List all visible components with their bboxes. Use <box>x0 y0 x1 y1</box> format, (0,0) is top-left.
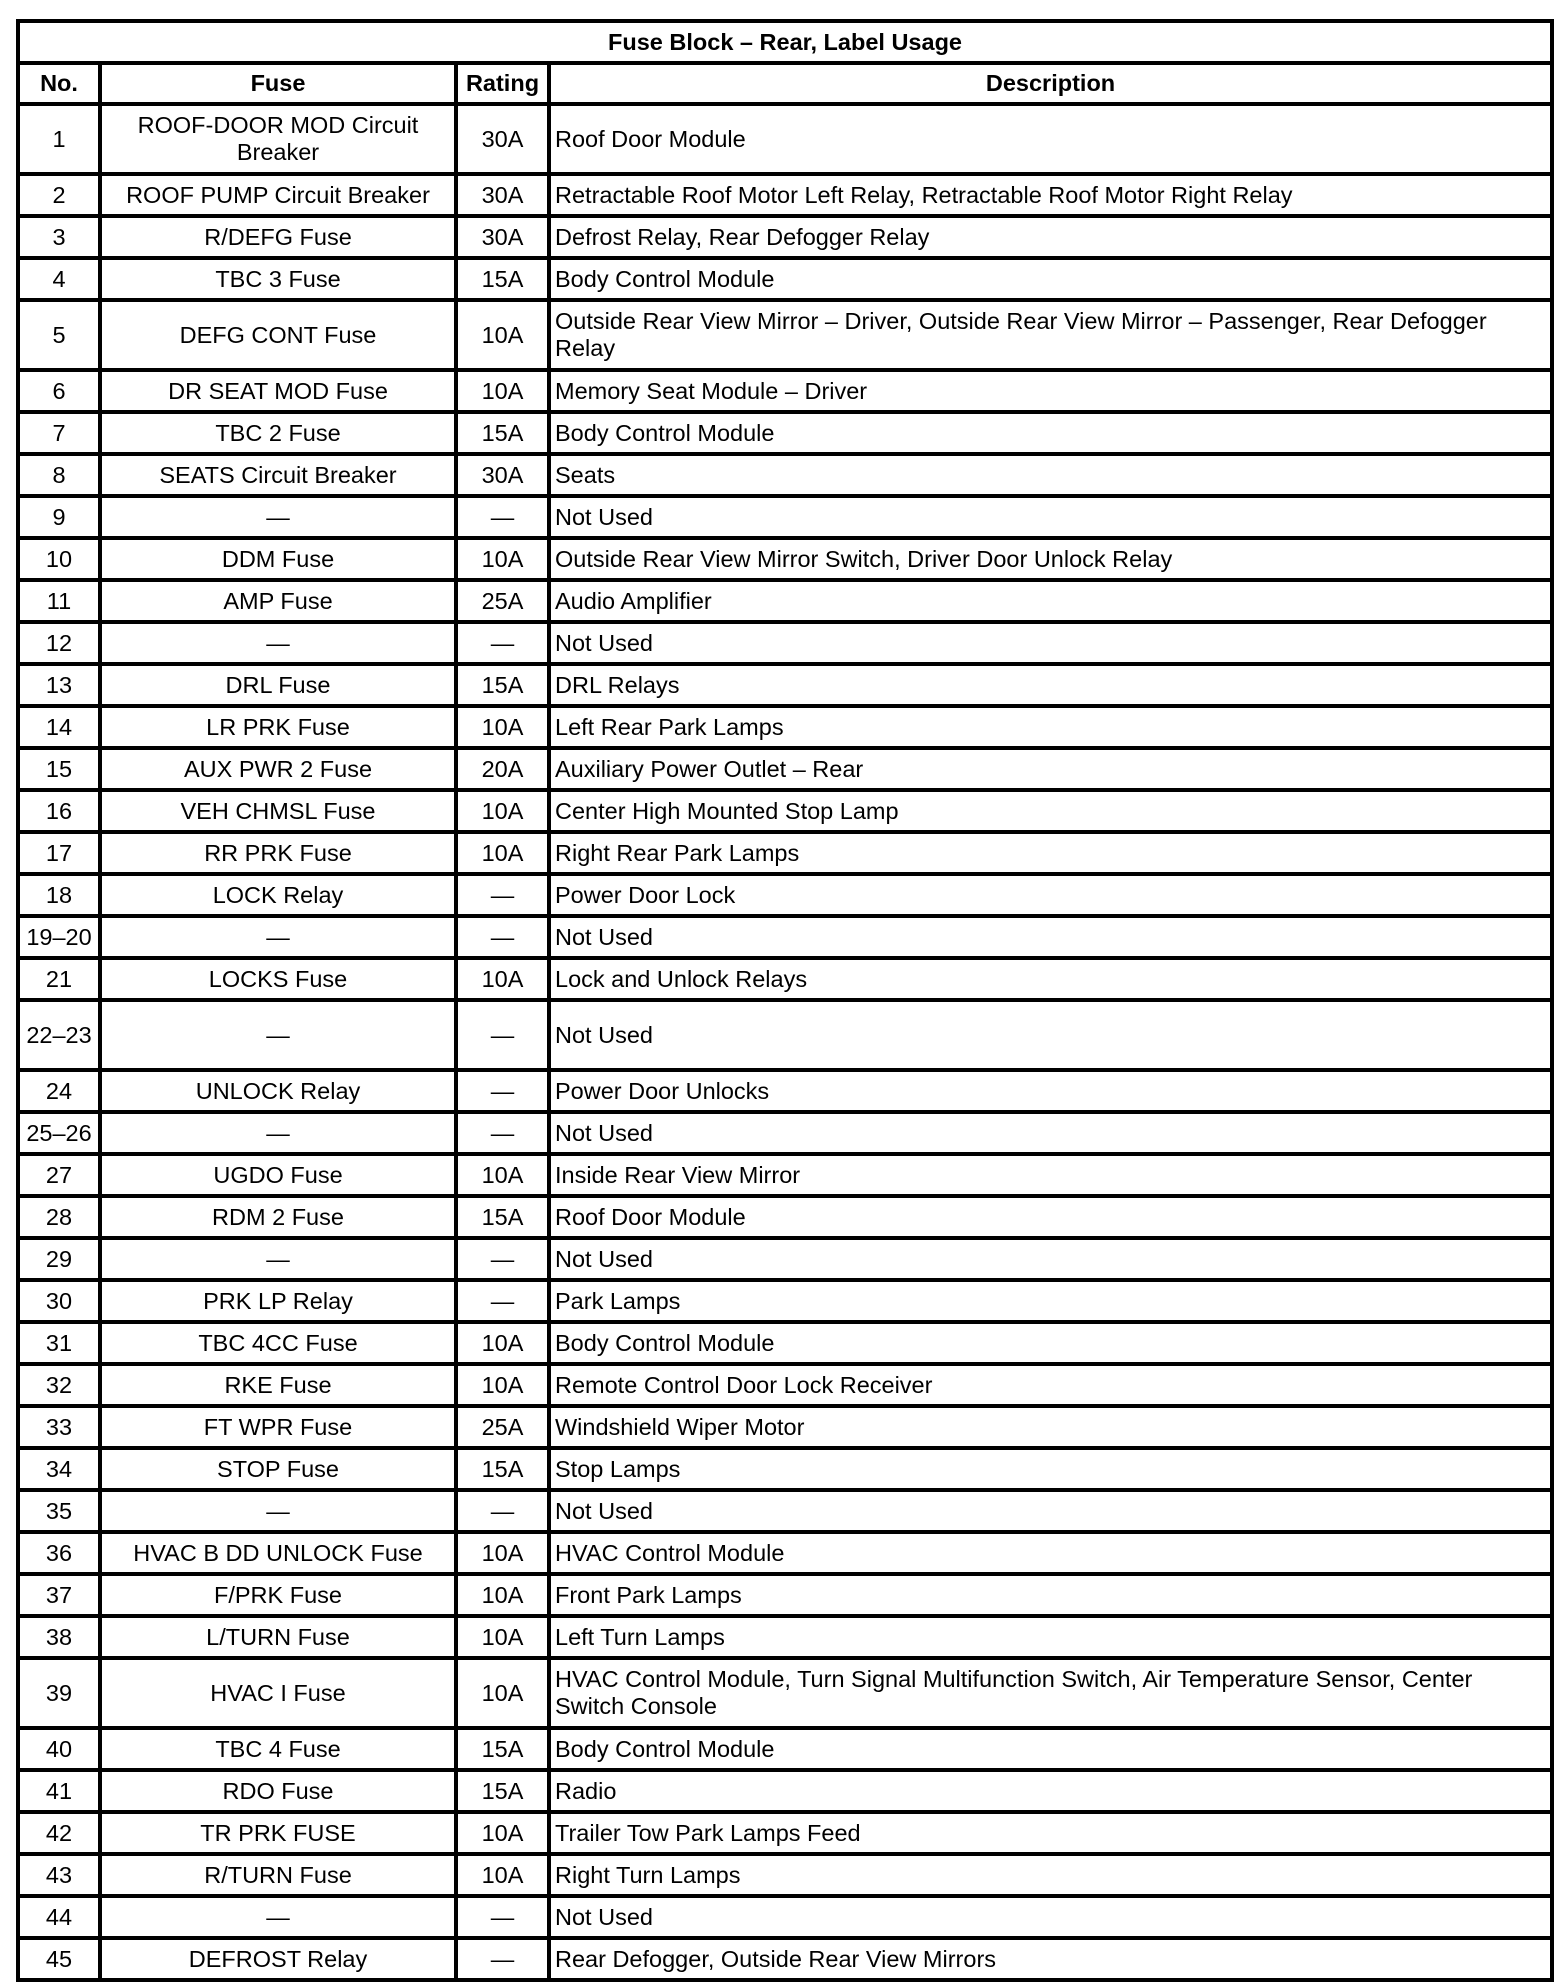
fuse-description-cell: Roof Door Module <box>549 1196 1552 1238</box>
table-row <box>18 1728 1552 1770</box>
table-row <box>18 1322 1552 1364</box>
fuse-description-cell: Not Used <box>549 1000 1552 1070</box>
table-row <box>18 496 1552 538</box>
fuse-number-cell: 38 <box>18 1616 100 1658</box>
fuse-description-cell: Body Control Module <box>549 1322 1552 1364</box>
fuse-number-cell: 37 <box>18 1574 100 1616</box>
fuse-name-cell: DEFG CONT Fuse <box>100 300 456 370</box>
fuse-number-cell: 13 <box>18 664 100 706</box>
table-row <box>18 1938 1552 1980</box>
fuse-name-cell: LOCK Relay <box>100 874 456 916</box>
fuse-description-cell: Not Used <box>549 1112 1552 1154</box>
fuse-number-cell: 17 <box>18 832 100 874</box>
fuse-number-cell: 14 <box>18 706 100 748</box>
fuse-number-cell: 41 <box>18 1770 100 1812</box>
fuse-name-cell: SEATS Circuit Breaker <box>100 454 456 496</box>
fuse-name-cell: TBC 3 Fuse <box>100 258 456 300</box>
fuse-rating-cell: 10A <box>456 300 549 370</box>
fuse-rating-cell: — <box>456 916 549 958</box>
fuse-description-cell: Power Door Lock <box>549 874 1552 916</box>
fuse-name-cell: — <box>100 1896 456 1938</box>
fuse-description-cell: Left Turn Lamps <box>549 1616 1552 1658</box>
fuse-rating-cell: 10A <box>456 1322 549 1364</box>
fuse-block-table <box>16 19 1554 1982</box>
fuse-description-cell: Not Used <box>549 496 1552 538</box>
fuse-rating-cell: 10A <box>456 790 549 832</box>
fuse-description-cell: Body Control Module <box>549 412 1552 454</box>
fuse-number-cell: 4 <box>18 258 100 300</box>
fuse-name-cell: R/TURN Fuse <box>100 1854 456 1896</box>
table-row <box>18 1812 1552 1854</box>
fuse-description-cell: Remote Control Door Lock Receiver <box>549 1364 1552 1406</box>
fuse-name-cell: — <box>100 1238 456 1280</box>
fuse-name-cell: — <box>100 1000 456 1070</box>
table-row <box>18 622 1552 664</box>
fuse-name-cell: TBC 4 Fuse <box>100 1728 456 1770</box>
fuse-description-cell: Outside Rear View Mirror Switch, Driver Door Unlock Relay <box>549 538 1552 580</box>
fuse-description-cell: Lock and Unlock Relays <box>549 958 1552 1000</box>
fuse-rating-cell: 15A <box>456 1728 549 1770</box>
fuse-description-cell: Roof Door Module <box>549 104 1552 174</box>
fuse-description-cell: Right Turn Lamps <box>549 1854 1552 1896</box>
table-row <box>18 104 1552 174</box>
fuse-name-cell: RDM 2 Fuse <box>100 1196 456 1238</box>
fuse-number-cell: 25–26 <box>18 1112 100 1154</box>
fuse-name-cell: HVAC I Fuse <box>100 1658 456 1728</box>
fuse-number-cell: 43 <box>18 1854 100 1896</box>
fuse-rating-cell: 15A <box>456 412 549 454</box>
fuse-rating-cell: — <box>456 1896 549 1938</box>
column-header-fuse: Fuse <box>100 63 456 104</box>
table-row <box>18 874 1552 916</box>
table-row <box>18 1196 1552 1238</box>
fuse-description-cell: HVAC Control Module, Turn Signal Multifunction Switch, Air Temperature Sensor, Center Switch Console <box>549 1658 1552 1728</box>
fuse-rating-cell: 30A <box>456 216 549 258</box>
fuse-number-cell: 44 <box>18 1896 100 1938</box>
fuse-rating-cell: 20A <box>456 748 549 790</box>
fuse-number-cell: 28 <box>18 1196 100 1238</box>
fuse-name-cell: L/TURN Fuse <box>100 1616 456 1658</box>
fuse-description-cell: Front Park Lamps <box>549 1574 1552 1616</box>
fuse-rating-cell: 10A <box>456 832 549 874</box>
fuse-name-cell: DR SEAT MOD Fuse <box>100 370 456 412</box>
fuse-name-cell: VEH CHMSL Fuse <box>100 790 456 832</box>
fuse-rating-cell: — <box>456 496 549 538</box>
fuse-rating-cell: 25A <box>456 1406 549 1448</box>
fuse-name-cell: AMP Fuse <box>100 580 456 622</box>
table-row <box>18 174 1552 216</box>
fuse-name-cell: — <box>100 622 456 664</box>
column-header-no: No. <box>18 63 100 104</box>
fuse-description-cell: Radio <box>549 1770 1552 1812</box>
fuse-rating-cell: — <box>456 1112 549 1154</box>
fuse-rating-cell: 15A <box>456 1448 549 1490</box>
table-row <box>18 1770 1552 1812</box>
fuse-rating-cell: 10A <box>456 1574 549 1616</box>
fuse-rating-cell: 15A <box>456 1196 549 1238</box>
fuse-number-cell: 15 <box>18 748 100 790</box>
fuse-rating-cell: — <box>456 1280 549 1322</box>
fuse-rating-cell: 10A <box>456 1532 549 1574</box>
fuse-rating-cell: 10A <box>456 1658 549 1728</box>
fuse-rating-cell: — <box>456 874 549 916</box>
fuse-rating-cell: 30A <box>456 174 549 216</box>
fuse-number-cell: 36 <box>18 1532 100 1574</box>
fuse-description-cell: Body Control Module <box>549 258 1552 300</box>
fuse-number-cell: 12 <box>18 622 100 664</box>
fuse-name-cell: TBC 2 Fuse <box>100 412 456 454</box>
fuse-name-cell: FT WPR Fuse <box>100 1406 456 1448</box>
fuse-description-cell: Outside Rear View Mirror – Driver, Outside Rear View Mirror – Passenger, Rear Defogger Relay <box>549 300 1552 370</box>
table-row <box>18 580 1552 622</box>
table-row <box>18 538 1552 580</box>
fuse-number-cell: 21 <box>18 958 100 1000</box>
table-row <box>18 1574 1552 1616</box>
fuse-number-cell: 19–20 <box>18 916 100 958</box>
fuse-name-cell: R/DEFG Fuse <box>100 216 456 258</box>
fuse-description-cell: Park Lamps <box>549 1280 1552 1322</box>
fuse-rating-cell: 30A <box>456 454 549 496</box>
fuse-rating-cell: 10A <box>456 538 549 580</box>
fuse-rating-cell: 25A <box>456 580 549 622</box>
fuse-description-cell: Inside Rear View Mirror <box>549 1154 1552 1196</box>
header-row <box>18 63 1552 104</box>
fuse-number-cell: 27 <box>18 1154 100 1196</box>
table-row <box>18 1070 1552 1112</box>
fuse-description-cell: Stop Lamps <box>549 1448 1552 1490</box>
fuse-description-cell: Seats <box>549 454 1552 496</box>
fuse-rating-cell: 30A <box>456 104 549 174</box>
fuse-name-cell: DEFROST Relay <box>100 1938 456 1980</box>
table-row <box>18 1406 1552 1448</box>
fuse-description-cell: Auxiliary Power Outlet – Rear <box>549 748 1552 790</box>
fuse-number-cell: 30 <box>18 1280 100 1322</box>
fuse-rating-cell: 10A <box>456 1812 549 1854</box>
table-row <box>18 1658 1552 1728</box>
fuse-name-cell: HVAC B DD UNLOCK Fuse <box>100 1532 456 1574</box>
fuse-name-cell: TBC 4CC Fuse <box>100 1322 456 1364</box>
fuse-number-cell: 7 <box>18 412 100 454</box>
fuse-description-cell: HVAC Control Module <box>549 1532 1552 1574</box>
fuse-name-cell: RKE Fuse <box>100 1364 456 1406</box>
fuse-rating-cell: 15A <box>456 1770 549 1812</box>
fuse-description-cell: Audio Amplifier <box>549 580 1552 622</box>
table-row <box>18 790 1552 832</box>
table-row <box>18 1490 1552 1532</box>
fuse-number-cell: 5 <box>18 300 100 370</box>
fuse-number-cell: 42 <box>18 1812 100 1854</box>
fuse-number-cell: 6 <box>18 370 100 412</box>
fuse-number-cell: 29 <box>18 1238 100 1280</box>
fuse-name-cell: UNLOCK Relay <box>100 1070 456 1112</box>
table-row <box>18 832 1552 874</box>
fuse-name-cell: ROOF-DOOR MOD Circuit Breaker <box>100 104 456 174</box>
fuse-rating-cell: 10A <box>456 1364 549 1406</box>
table-row <box>18 1896 1552 1938</box>
table-row <box>18 1854 1552 1896</box>
fuse-name-cell: — <box>100 916 456 958</box>
fuse-rating-cell: — <box>456 1938 549 1980</box>
fuse-number-cell: 8 <box>18 454 100 496</box>
fuse-rating-cell: — <box>456 622 549 664</box>
fuse-description-cell: Defrost Relay, Rear Defogger Relay <box>549 216 1552 258</box>
fuse-name-cell: AUX PWR 2 Fuse <box>100 748 456 790</box>
table-row <box>18 748 1552 790</box>
fuse-description-cell: Not Used <box>549 916 1552 958</box>
fuse-number-cell: 33 <box>18 1406 100 1448</box>
table-row <box>18 300 1552 370</box>
fuse-number-cell: 45 <box>18 1938 100 1980</box>
fuse-name-cell: STOP Fuse <box>100 1448 456 1490</box>
table-row <box>18 1448 1552 1490</box>
fuse-name-cell: DRL Fuse <box>100 664 456 706</box>
fuse-description-cell: Right Rear Park Lamps <box>549 832 1552 874</box>
fuse-rating-cell: — <box>456 1070 549 1112</box>
fuse-number-cell: 39 <box>18 1658 100 1728</box>
table-row <box>18 1280 1552 1322</box>
fuse-number-cell: 31 <box>18 1322 100 1364</box>
fuse-description-cell: Retractable Roof Motor Left Relay, Retractable Roof Motor Right Relay <box>549 174 1552 216</box>
fuse-description-cell: Not Used <box>549 1490 1552 1532</box>
table-row <box>18 412 1552 454</box>
table-row <box>18 916 1552 958</box>
fuse-description-cell: Not Used <box>549 1238 1552 1280</box>
table-row <box>18 1154 1552 1196</box>
fuse-name-cell: DDM Fuse <box>100 538 456 580</box>
table-row <box>18 706 1552 748</box>
fuse-rating-cell: 10A <box>456 370 549 412</box>
fuse-description-cell: Center High Mounted Stop Lamp <box>549 790 1552 832</box>
table-row <box>18 258 1552 300</box>
fuse-number-cell: 2 <box>18 174 100 216</box>
fuse-name-cell: ROOF PUMP Circuit Breaker <box>100 174 456 216</box>
fuse-description-cell: Not Used <box>549 622 1552 664</box>
fuse-description-cell: Trailer Tow Park Lamps Feed <box>549 1812 1552 1854</box>
fuse-rating-cell: 10A <box>456 958 549 1000</box>
fuse-rating-cell: 15A <box>456 258 549 300</box>
fuse-number-cell: 40 <box>18 1728 100 1770</box>
fuse-rating-cell: — <box>456 1490 549 1532</box>
fuse-number-cell: 18 <box>18 874 100 916</box>
fuse-name-cell: RR PRK Fuse <box>100 832 456 874</box>
fuse-name-cell: — <box>100 1490 456 1532</box>
table-row <box>18 1364 1552 1406</box>
fuse-name-cell: UGDO Fuse <box>100 1154 456 1196</box>
fuse-description-cell: Not Used <box>549 1896 1552 1938</box>
fuse-number-cell: 34 <box>18 1448 100 1490</box>
table-row <box>18 1532 1552 1574</box>
fuse-name-cell: PRK LP Relay <box>100 1280 456 1322</box>
fuse-name-cell: RDO Fuse <box>100 1770 456 1812</box>
fuse-name-cell: — <box>100 1112 456 1154</box>
table-row <box>18 454 1552 496</box>
fuse-number-cell: 3 <box>18 216 100 258</box>
column-header-description: Description <box>549 63 1552 104</box>
fuse-description-cell: Body Control Module <box>549 1728 1552 1770</box>
table-row <box>18 1000 1552 1070</box>
fuse-name-cell: — <box>100 496 456 538</box>
table-row <box>18 1238 1552 1280</box>
fuse-name-cell: TR PRK FUSE <box>100 1812 456 1854</box>
fuse-name-cell: LR PRK Fuse <box>100 706 456 748</box>
table-row <box>18 216 1552 258</box>
fuse-description-cell: Rear Defogger, Outside Rear View Mirrors <box>549 1938 1552 1980</box>
table-row <box>18 1112 1552 1154</box>
fuse-rating-cell: 10A <box>456 1616 549 1658</box>
table-row <box>18 1616 1552 1658</box>
column-header-rating: Rating <box>456 63 549 104</box>
fuse-description-cell: DRL Relays <box>549 664 1552 706</box>
fuse-number-cell: 35 <box>18 1490 100 1532</box>
fuse-description-cell: Windshield Wiper Motor <box>549 1406 1552 1448</box>
fuse-rating-cell: 10A <box>456 706 549 748</box>
fuse-number-cell: 24 <box>18 1070 100 1112</box>
table-row <box>18 370 1552 412</box>
fuse-rating-cell: 10A <box>456 1154 549 1196</box>
table-body <box>18 104 1552 1980</box>
fuse-name-cell: LOCKS Fuse <box>100 958 456 1000</box>
fuse-number-cell: 10 <box>18 538 100 580</box>
fuse-number-cell: 32 <box>18 1364 100 1406</box>
fuse-rating-cell: — <box>456 1000 549 1070</box>
fuse-rating-cell: — <box>456 1238 549 1280</box>
table-row <box>18 664 1552 706</box>
fuse-number-cell: 11 <box>18 580 100 622</box>
table-title: Fuse Block – Rear, Label Usage <box>18 21 1552 63</box>
fuse-name-cell: F/PRK Fuse <box>100 1574 456 1616</box>
fuse-number-cell: 9 <box>18 496 100 538</box>
fuse-rating-cell: 15A <box>456 664 549 706</box>
fuse-number-cell: 22–23 <box>18 1000 100 1070</box>
fuse-number-cell: 1 <box>18 104 100 174</box>
fuse-rating-cell: 10A <box>456 1854 549 1896</box>
fuse-description-cell: Power Door Unlocks <box>549 1070 1552 1112</box>
fuse-description-cell: Left Rear Park Lamps <box>549 706 1552 748</box>
fuse-number-cell: 16 <box>18 790 100 832</box>
fuse-description-cell: Memory Seat Module – Driver <box>549 370 1552 412</box>
table-row <box>18 958 1552 1000</box>
